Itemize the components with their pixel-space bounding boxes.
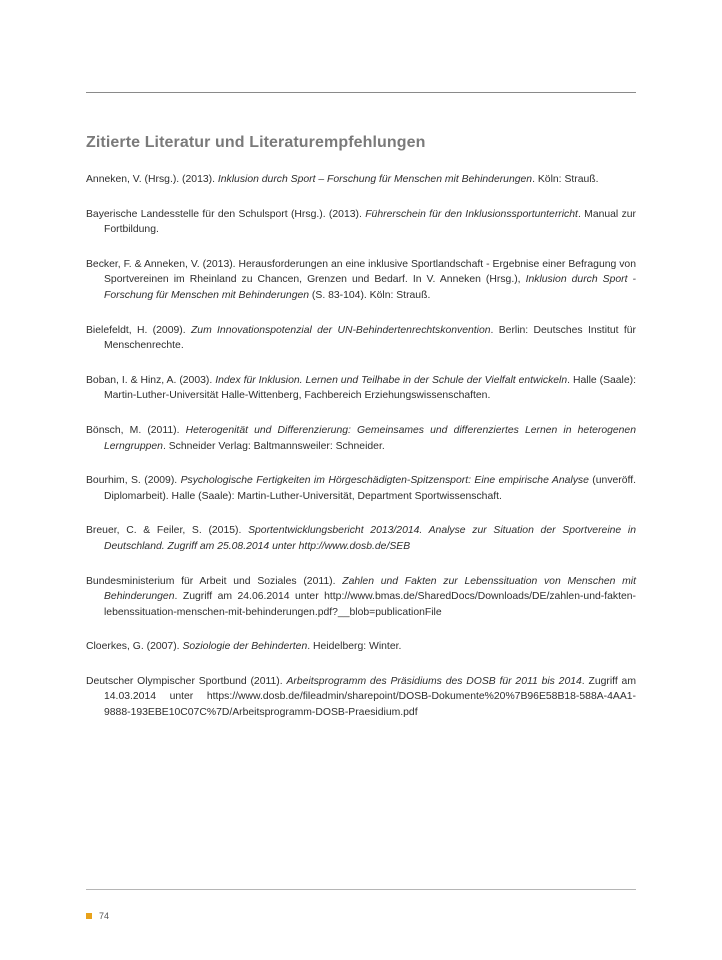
- reference-title: Psychologische Fertigkeiten im Hörgeschädigten-Spitzensport: Eine empirische Analyse: [180, 475, 589, 487]
- reference-title: Sportentwicklungsbericht 2013/2014. Analyse zur Situation der Sportvereine in Deutschland. Zugriff am 25.08.2014 unter http://www.dosb.de/SEB: [104, 525, 636, 552]
- reference-title: Heterogenität und Differenzierung: Gemeinsames und differenziertes Lernen in heterogenen Lerngruppen: [104, 424, 636, 452]
- reference-item: Anneken, V. (Hrsg.). (2013). Inklusion durch Sport – Forschung für Menschen mit Behinderungen. Köln: Strauß.: [86, 174, 599, 185]
- page-number: 74: [99, 911, 110, 921]
- reference-list: [86, 172, 636, 740]
- bottom-rule: [86, 889, 636, 890]
- reference-item: Bönsch, M. (2011). Heterogenität und Differenzierung: Gemeinsames und differenziertes Lernen in heterogenen Lerngruppen. Schneider Verlag: Baltmannsweiler: Schneider.: [86, 424, 636, 452]
- reference-title: Inklusion durch Sport – Forschung für Menschen mit Behinderungen: [217, 174, 533, 185]
- reference-item: Deutscher Olympischer Sportbund (2011). Arbeitsprogramm des Präsidiums des DOSB für 2011 bis 2014. Zugriff am 14.03.2014 unter https://www.dosb.de/fileadmin/sharepoint/DOSB-Dokumente%20%7B96E58B18-588A-4AA1-9888-193EBE10C07C%7D/Arbeitsprogramm-DOSB-Praesidium.pdf: [86, 675, 636, 719]
- reference-item: Cloerkes, G. (2007). Soziologie der Behinderten. Heidelberg: Winter.: [86, 641, 402, 653]
- reference-item: Boban, I. & Hinz, A. (2003). Index für Inklusion. Lernen und Teilhabe in der Schule der Vielfalt entwickeln. Halle (Saale): Martin-Luther-Universität Halle-Wittenberg, Fachbereich Erziehungswissenschaften.: [86, 374, 636, 402]
- reference-title: Zahlen und Fakten zur Lebenssituation von Menschen mit Behinderungen: [104, 575, 636, 603]
- reference-item: Breuer, C. & Feiler, S. (2015). Sportentwicklungsbericht 2013/2014. Analyse zur Situation der Sportvereine in Deutschland. Zugriff am 25.08.2014 unter http://www.dosb.de/SEB: [86, 525, 636, 552]
- reference-item: Bielefeldt, H. (2009). Zum Innovationspotenzial der UN-Behindertenrechtskonvention. Berlin: Deutsches Institut für Menschenrechte.: [86, 324, 637, 352]
- reference-item: Bourhim, S. (2009). Psychologische Fertigkeiten im Hörgeschädigten-Spitzensport: Eine empirische Analyse (unveröff. Diplomarbeit). Halle (Saale): Martin-Luther-Universität, Department Sportwissenschaft.: [86, 475, 637, 502]
- accent-square-icon: [86, 913, 92, 919]
- reference-title: Zum Innovationspotenzial der UN-Behindertenrechtskonvention: [190, 324, 491, 336]
- reference-title: Index für Inklusion. Lernen und Teilhabe in der Schule der Vielfalt entwickeln: [215, 374, 568, 386]
- top-rule: [86, 92, 636, 93]
- reference-title: Inklusion durch Sport - Forschung für Menschen mit Behinderungen: [104, 274, 636, 301]
- reference-title: Arbeitsprogramm des Präsidiums des DOSB für 2011 bis 2014: [286, 675, 582, 687]
- reference-item: Becker, F. & Anneken, V. (2013). Herausforderungen an eine inklusive Sportlandschaft - Ergebnise einer Befragung von Sportvereinen im Rheinland zu Chancen, Grenzen und Bedarf. In V. Anneken (Hrsg.), Inklusion durch Sport - Forschung für Menschen mit Behinderungen (S. 83-104). Köln: Strauß.: [86, 258, 636, 301]
- page-footer: [86, 911, 109, 921]
- page-heading: Zitierte Literatur und Literaturempfehlungen: [86, 134, 426, 151]
- reference-item: Bayerische Landesstelle für den Schulsport (Hrsg.). (2013). Führerschein für den Inklusionssportunterricht. Manual zur Fortbildung.: [86, 208, 637, 236]
- reference-item: Bundesministerium für Arbeit und Soziales (2011). Zahlen und Fakten zur Lebenssituation von Menschen mit Behinderungen. Zugriff am 24.06.2014 unter http://www.bmas.de/SharedDocs/Downloads/DE/zahlen-und-fakten-lebenssituation-menschen-mit-behinderungen.pdf?__blob=publicationFile: [86, 575, 636, 618]
- reference-title: Soziologie der Behinderten: [182, 641, 308, 653]
- reference-title: Führerschein für den Inklusionssportunterricht: [365, 208, 578, 220]
